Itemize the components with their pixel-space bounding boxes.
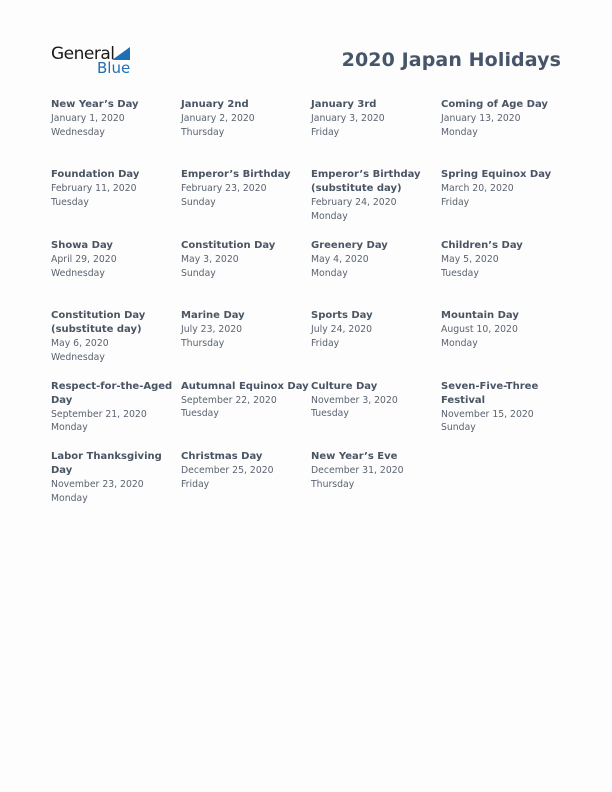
holiday-date: January 1, 2020 xyxy=(51,113,125,124)
holiday-weekday: Wednesday xyxy=(51,126,105,138)
holiday-grid xyxy=(51,98,571,520)
holiday-date: January 3, 2020 xyxy=(311,113,385,124)
holiday-name: Culture Day xyxy=(311,380,378,392)
holiday-entry xyxy=(51,450,181,520)
logo-word-blue: Blue xyxy=(97,59,131,77)
holiday-date: September 22, 2020 xyxy=(181,394,277,406)
holiday-name: Mountain Day xyxy=(441,310,519,322)
holiday-entry xyxy=(311,380,441,450)
holiday-entry xyxy=(181,309,311,379)
holiday-name: Coming of Age Day xyxy=(441,99,548,110)
holiday-entry xyxy=(51,309,181,379)
holiday-weekday: Sunday xyxy=(181,197,216,209)
holiday-weekday: Monday xyxy=(441,337,478,349)
holiday-weekday: Wednesday xyxy=(51,267,105,279)
holiday-entry xyxy=(311,239,441,309)
holiday-date: January 13, 2020 xyxy=(441,113,521,124)
holiday-entry xyxy=(51,380,181,450)
holiday-name: Marine Day xyxy=(181,310,245,322)
holiday-name: Greenery Day xyxy=(311,239,388,251)
holiday-entry xyxy=(441,309,571,379)
holiday-date: December 25, 2020 xyxy=(181,464,274,476)
holiday-date: March 20, 2020 xyxy=(441,183,514,195)
holiday-weekday: Thursday xyxy=(181,337,225,349)
holiday-date: February 23, 2020 xyxy=(181,183,267,195)
holiday-entry xyxy=(181,239,311,309)
holiday-name: January 3rd xyxy=(311,99,377,110)
holiday-date: November 23, 2020 xyxy=(51,478,144,490)
holiday-entry xyxy=(181,380,311,450)
holiday-entry xyxy=(441,380,571,450)
holiday-weekday: Monday xyxy=(311,267,348,279)
holiday-weekday: Friday xyxy=(441,197,470,209)
holiday-weekday: Monday xyxy=(51,422,88,434)
holiday-weekday: Tuesday xyxy=(441,267,479,279)
holiday-name: Christmas Day xyxy=(181,450,263,462)
holiday-name: Autumnal Equinox Day xyxy=(181,380,309,392)
holiday-weekday: Sunday xyxy=(181,267,216,279)
holiday-entry xyxy=(181,168,311,238)
holiday-name: Children’s Day xyxy=(441,239,523,251)
holiday-weekday: Thursday xyxy=(181,126,225,138)
holiday-date: May 4, 2020 xyxy=(311,253,369,265)
holiday-date: May 3, 2020 xyxy=(181,253,239,265)
page-title: 2020 Japan Holidays xyxy=(341,49,561,71)
holiday-entry xyxy=(441,239,571,309)
holiday-name: Labor Thanksgiving Day xyxy=(51,450,162,476)
holiday-weekday: Thursday xyxy=(311,478,355,490)
holiday-entry xyxy=(181,98,311,168)
holiday-name: New Year’s Day xyxy=(51,99,139,110)
holiday-weekday: Sunday xyxy=(441,422,476,434)
holiday-date: April 29, 2020 xyxy=(51,253,117,265)
holiday-date: July 23, 2020 xyxy=(181,324,243,336)
holiday-weekday: Monday xyxy=(311,211,348,223)
holiday-weekday: Monday xyxy=(51,492,88,504)
holiday-weekday: Friday xyxy=(311,126,340,138)
holiday-date: September 21, 2020 xyxy=(51,408,147,420)
holiday-weekday: Tuesday xyxy=(311,408,349,420)
holiday-name: Emperor’s Birthday xyxy=(181,169,291,181)
holiday-entry xyxy=(311,309,441,379)
holiday-entry xyxy=(311,168,441,238)
holiday-entry xyxy=(311,450,441,520)
holiday-entry xyxy=(51,168,181,238)
holiday-weekday: Tuesday xyxy=(51,197,89,209)
holiday-date: November 3, 2020 xyxy=(311,394,398,406)
holiday-entry xyxy=(51,239,181,309)
holiday-name: New Year’s Eve xyxy=(311,450,398,462)
holiday-date: January 2, 2020 xyxy=(181,113,255,124)
generalblue-logo xyxy=(51,44,141,78)
holiday-weekday: Friday xyxy=(311,337,340,349)
holiday-weekday: Friday xyxy=(181,478,210,490)
holiday-entry xyxy=(181,450,311,520)
holiday-name: Sports Day xyxy=(311,310,373,322)
holiday-weekday: Tuesday xyxy=(181,408,219,420)
holiday-entry xyxy=(441,98,571,168)
holiday-name: Emperor’s Birthday (substitute day) xyxy=(311,169,421,195)
holiday-name: Seven-Five-Three Festival xyxy=(441,380,539,406)
holiday-weekday: Wednesday xyxy=(51,351,105,363)
holiday-date: February 11, 2020 xyxy=(51,183,137,195)
logo-word-general: General xyxy=(51,44,115,64)
holiday-date: July 24, 2020 xyxy=(311,324,373,336)
holiday-entry xyxy=(311,98,441,168)
holiday-name: Foundation Day xyxy=(51,169,140,181)
holiday-date: August 10, 2020 xyxy=(441,324,518,336)
holiday-date: December 31, 2020 xyxy=(311,464,404,476)
holiday-name: Respect-for-the-Aged Day xyxy=(51,380,173,406)
holiday-date: November 15, 2020 xyxy=(441,408,534,420)
holiday-date: May 6, 2020 xyxy=(51,338,109,350)
holiday-name: Showa Day xyxy=(51,239,113,251)
holiday-date: May 5, 2020 xyxy=(441,253,499,265)
holiday-name: Spring Equinox Day xyxy=(441,169,552,181)
holiday-entry xyxy=(51,98,181,168)
holiday-entry xyxy=(441,168,571,238)
holiday-name: January 2nd xyxy=(181,99,249,110)
holiday-weekday: Monday xyxy=(441,126,478,138)
holiday-date: February 24, 2020 xyxy=(311,197,397,209)
holiday-name: Constitution Day xyxy=(181,239,276,251)
holiday-name: Constitution Day (substitute day) xyxy=(51,310,146,336)
